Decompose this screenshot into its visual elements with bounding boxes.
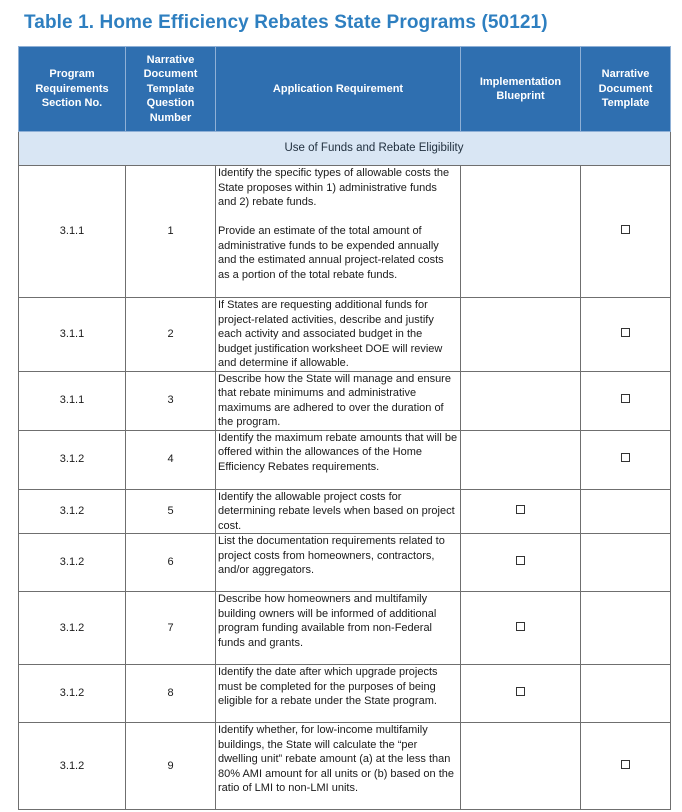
col-header-requirement: Application Requirement [216, 47, 461, 132]
cell-section-no: 3.1.2 [19, 430, 126, 489]
cell-section-no: 3.1.2 [19, 723, 126, 810]
col-header-blueprint: Implementation Blueprint [461, 47, 581, 132]
cell-question-no: 4 [126, 430, 216, 489]
section-heading: Use of Funds and Rebate Eligibility [19, 132, 671, 166]
cell-requirement: Identify the specific types of allowable costs the State proposes within 1) administrative funds and 2) rebate funds. Provide an estimate of the total amount of administrative funds to be expended annually and the estimated annual project-related costs as a portion of the total rebate funds. [216, 166, 461, 298]
cell-section-no: 3.1.2 [19, 534, 126, 592]
cell-narrative [581, 665, 671, 723]
cell-requirement: Identify the allowable project costs for determining rebate levels when based on project cost. [216, 489, 461, 534]
cell-requirement: Identify the date after which upgrade projects must be completed for the purposes of being eligible for a rebate under the State program. [216, 665, 461, 723]
table-row [19, 723, 671, 810]
cell-question-no: 8 [126, 665, 216, 723]
table-title: Table 1. Home Efficiency Rebates State Programs (50121) [24, 12, 548, 33]
col-header-question: Narrative Document Template Question Number [126, 47, 216, 132]
cell-question-no: 1 [126, 166, 216, 298]
cell-requirement: If States are requesting additional funds for project-related activities, describe and justify each activity and associated budget in the budget justification worksheet DOE will review and determine if allowable. [216, 298, 461, 372]
cell-blueprint [461, 592, 581, 665]
table-row [19, 665, 671, 723]
cell-section-no: 3.1.2 [19, 592, 126, 665]
cell-narrative [581, 534, 671, 592]
cell-narrative [581, 489, 671, 534]
checkbox-icon[interactable] [516, 687, 525, 696]
cell-narrative [581, 592, 671, 665]
cell-narrative [581, 430, 671, 489]
cell-section-no: 3.1.2 [19, 665, 126, 723]
cell-narrative [581, 371, 671, 430]
cell-blueprint [461, 166, 581, 298]
cell-blueprint [461, 430, 581, 489]
cell-question-no: 5 [126, 489, 216, 534]
cell-question-no: 3 [126, 371, 216, 430]
checkbox-icon[interactable] [516, 622, 525, 631]
col-header-section: Program Requirements Section No. [19, 47, 126, 132]
cell-narrative [581, 723, 671, 810]
cell-blueprint [461, 298, 581, 372]
cell-blueprint [461, 665, 581, 723]
checkbox-icon[interactable] [621, 328, 630, 337]
table-row [19, 592, 671, 665]
cell-blueprint [461, 534, 581, 592]
rebates-table [18, 46, 671, 810]
table-row [19, 298, 671, 372]
cell-requirement: List the documentation requirements related to project costs from homeowners, contractors, and/or aggregators. [216, 534, 461, 592]
table-row [19, 166, 671, 298]
cell-section-no: 3.1.1 [19, 166, 126, 298]
cell-requirement: Identify the maximum rebate amounts that will be offered within the allowances of the Home Efficiency Rebates requirements. [216, 430, 461, 489]
cell-blueprint [461, 371, 581, 430]
section-heading-row [19, 132, 671, 166]
checkbox-icon[interactable] [621, 394, 630, 403]
header-row [19, 47, 671, 132]
checkbox-icon[interactable] [516, 556, 525, 565]
cell-section-no: 3.1.2 [19, 489, 126, 534]
col-header-narrative: Narrative Document Template [581, 47, 671, 132]
table-row [19, 489, 671, 534]
checkbox-icon[interactable] [621, 225, 630, 234]
cell-requirement: Identify whether, for low-income multifamily buildings, the State will calculate the “per dwelling unit” rebate amount (a) at the less than 80% AMI amount for all units or (b) based on the ratio of LMI to non-LMI units. [216, 723, 461, 810]
cell-question-no: 7 [126, 592, 216, 665]
cell-section-no: 3.1.1 [19, 298, 126, 372]
cell-section-no: 3.1.1 [19, 371, 126, 430]
cell-narrative [581, 298, 671, 372]
cell-question-no: 9 [126, 723, 216, 810]
cell-blueprint [461, 723, 581, 810]
table-row [19, 534, 671, 592]
cell-requirement: Describe how homeowners and multifamily building owners will be informed of additional program funding available from non-Federal funds and grants. [216, 592, 461, 665]
cell-question-no: 6 [126, 534, 216, 592]
cell-blueprint [461, 489, 581, 534]
checkbox-icon[interactable] [516, 505, 525, 514]
cell-narrative [581, 166, 671, 298]
cell-requirement: Describe how the State will manage and ensure that rebate minimums and administrative maximums are adhered to over the duration of the program. [216, 371, 461, 430]
checkbox-icon[interactable] [621, 453, 630, 462]
table-row [19, 430, 671, 489]
checkbox-icon[interactable] [621, 760, 630, 769]
cell-question-no: 2 [126, 298, 216, 372]
table-row [19, 371, 671, 430]
